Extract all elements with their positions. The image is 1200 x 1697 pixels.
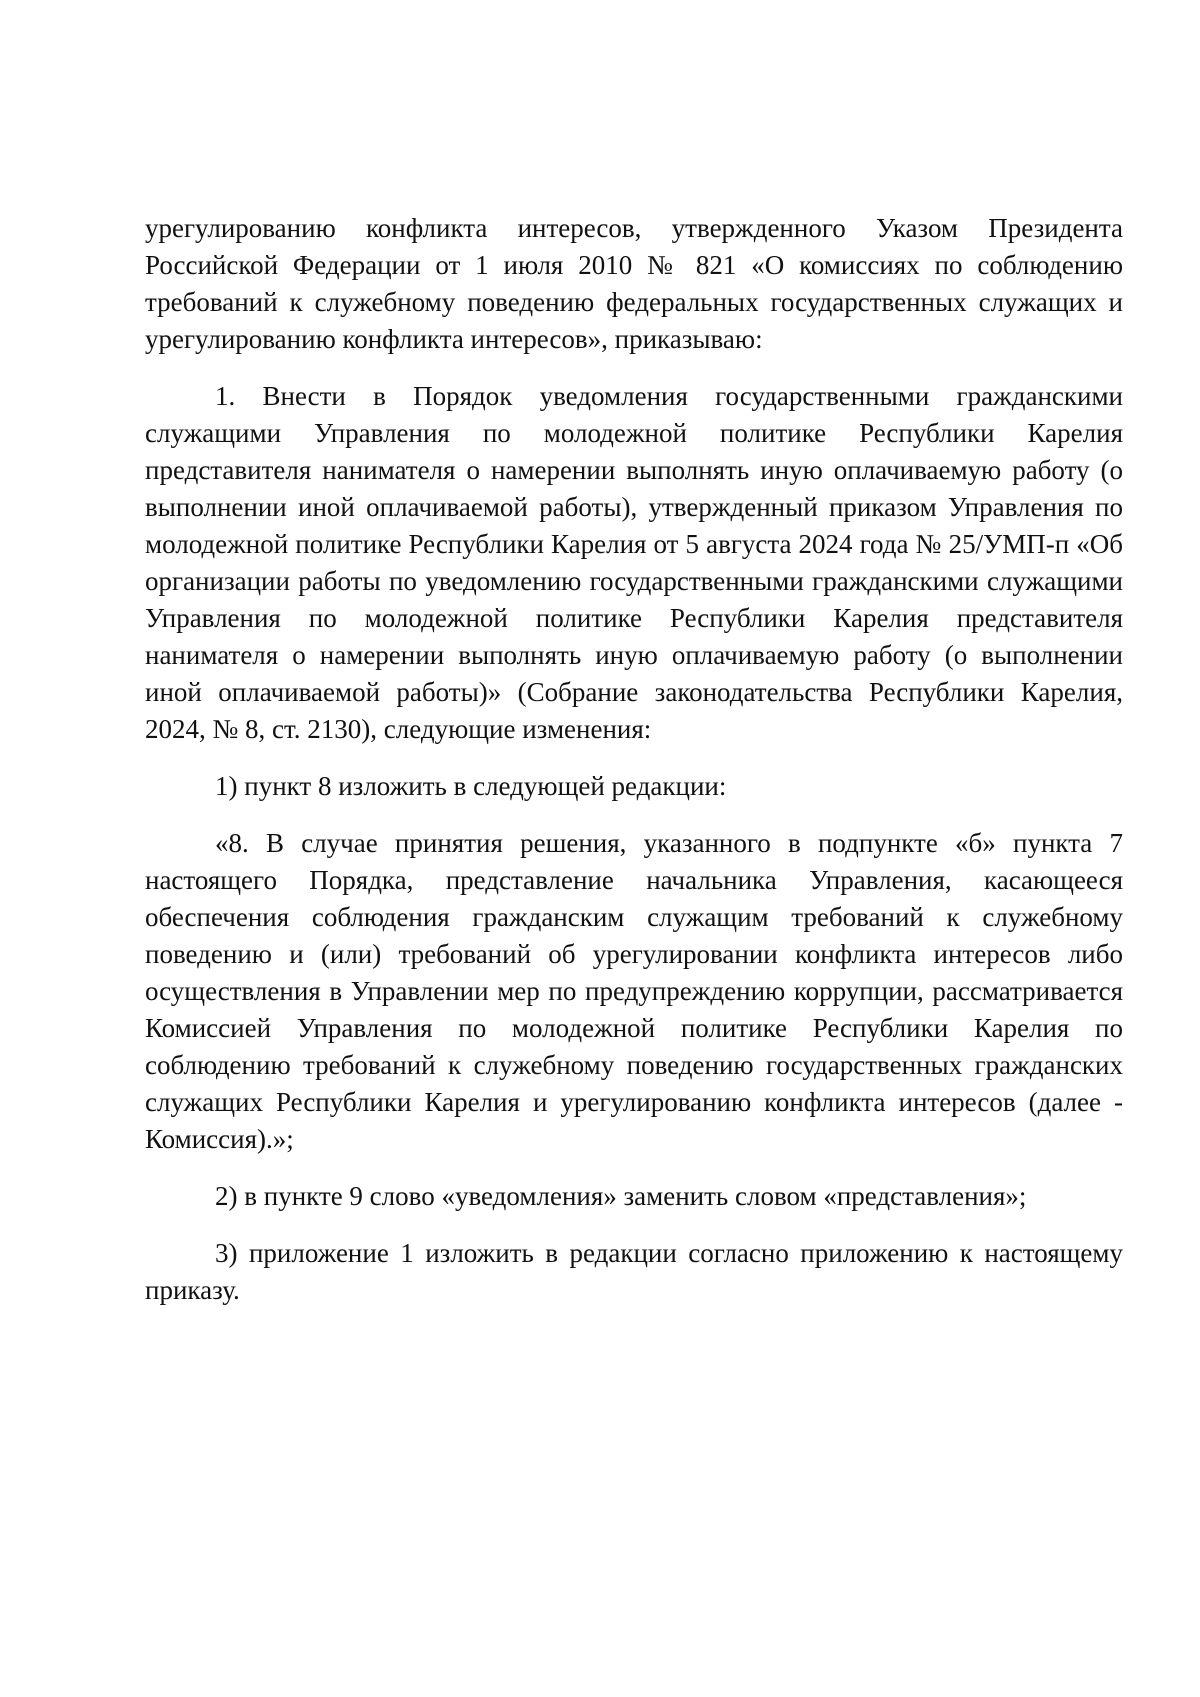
document-body (145, 210, 1123, 1329)
paragraph-subitem-1: 1) пункт 8 изложить в следующей редакции: (215, 771, 727, 801)
paragraph-subitem-2: 2) в пункте 9 слово «уведомления» заменить словом «представления»; (215, 1181, 1027, 1211)
paragraph-subitem-3: 3) приложение 1 изложить в редакции согласно приложению к настоящему приказу. (145, 1238, 1123, 1305)
paragraph-preamble-continuation: урегулированию конфликта интересов, утвержденного Указом Президента Российской Федерации от 1 июля 2010 № 821 «О комиссиях по соблюдению требований к служебному поведению федеральных государственных служащих и урегулированию конфликта интересов», приказываю: (145, 213, 1123, 354)
paragraph-point-8-text: «8. В случае принятия решения, указанного в подпункте «б» пункта 7 настоящего Порядка, представление начальника Управления, касающееся обеспечения соблюдения гражданским служащим требований к служебному поведению и (или) требований об урегулировании конфликта интересов либо осуществления в Управлении мер по предупреждению коррупции, рассматривается Комиссией Управления по молодежной политике Республики Карелия по соблюдению требований к служебному поведению государственных гражданских служащих Республики Карелия и урегулированию конфликта интересов (далее - Комиссия).»; (145, 828, 1123, 1154)
paragraph-item-1: 1. Внести в Порядок уведомления государственными гражданскими служащими Управления по молодежной политике Республики Карелия представителя нанимателя о намерении выполнять иную оплачиваемую работу (о выполнении иной оплачиваемой работы), утвержденный приказом Управления по молодежной политике Республики Карелия от 5 августа 2024 года № 25/УМП-п «Об организации работы по уведомлению государственными гражданскими служащими Управления по молодежной политике Республики Карелия представителя нанимателя о намерении выполнять иную оплачиваемую работу (о выполнении иной оплачиваемой работы)» (Собрание законодательства Республики Карелия, 2024, № 8, ст. 2130), следующие изменения: (145, 381, 1123, 744)
